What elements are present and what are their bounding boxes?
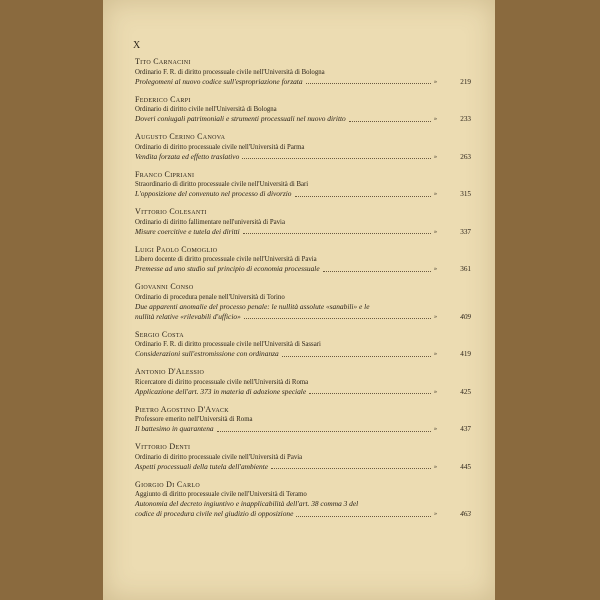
ditto-mark: »: [434, 78, 437, 85]
entry-title: Doveri coniugali patrimoniali e strumenti processuali nel nuovo diritto: [135, 114, 346, 123]
entry-position: Ricercatore di diritto processuale civile nell'Università di Roma: [135, 378, 309, 386]
entry-page-number: 219: [460, 77, 471, 86]
toc-entry: [135, 57, 471, 87]
entry-page-number: 263: [460, 152, 471, 161]
entry-page-number: 233: [460, 115, 471, 123]
entry-title: Aspetti processuali della tutela dell'ambiente: [135, 461, 269, 471]
entry-title: Misure coercitive e tutela dei diritti: [135, 226, 240, 236]
entry-author: Antonio D'Alessio: [135, 367, 205, 376]
dot-leader: [309, 393, 431, 394]
entry-position: Ordinario F. R. di diritto processuale civile nell'Università di Bologna: [135, 68, 325, 76]
dot-leader: [243, 233, 431, 234]
entry-author: Luigi Paolo Comoglio: [135, 244, 218, 254]
entry-title: Il battesimo in quarantena: [135, 424, 214, 433]
entry-title-row: [135, 509, 471, 519]
ditto-mark: »: [434, 153, 437, 160]
entry-title-row: [135, 349, 471, 359]
toc-entry: [135, 245, 471, 275]
entry-author: Vittorio Colesanti: [135, 207, 207, 216]
entry-position: Aggiunto di diritto processuale civile nell'Università di Teramo: [135, 491, 307, 498]
toc-entry: [135, 282, 471, 322]
dot-leader: [244, 318, 431, 319]
entry-position: Ordinario di diritto fallimentare nell'università di Pavia: [135, 218, 285, 226]
ditto-mark: »: [434, 463, 437, 470]
entry-page-number: 419: [460, 350, 471, 358]
toc-entry: [135, 480, 471, 520]
book-page: [103, 0, 495, 600]
dot-leader: [295, 196, 432, 197]
toc-entry: [135, 442, 471, 472]
entry-title-row: [135, 264, 471, 274]
entry-title-line-1: Autonomia del decreto ingiuntivo e inapplicabilità dell'art. 38 comma 3 del: [135, 499, 359, 508]
toc-entry: [135, 330, 471, 360]
entry-author: Augusto Cerino Canova: [135, 132, 226, 141]
entry-title: Considerazioni sull'estromissione con ordinanza: [135, 349, 279, 358]
entry-position: Ordinario F. R. di diritto processuale civile nell'Università di Sassari: [135, 341, 321, 348]
entry-position: Libero docente di diritto processuale civile nell'Università di Pavia: [135, 256, 317, 263]
entry-position: Ordinario di procedura penale nell'Università di Torino: [135, 293, 285, 301]
entry-author: Sergio Costa: [135, 329, 184, 339]
ditto-mark: »: [434, 388, 437, 395]
entry-position: Ordinario di diritto processuale civile nell'Università di Pavia: [135, 453, 303, 461]
entry-page-number: 437: [460, 425, 471, 433]
dot-leader: [349, 121, 431, 122]
entry-author: Federico Carpi: [135, 94, 191, 104]
entry-page-number: 425: [460, 387, 471, 396]
entry-author: Giovanni Conso: [135, 282, 194, 291]
entry-title-row: [135, 189, 471, 199]
entry-author: Pietro Agostino D'Avack: [135, 404, 229, 414]
entry-position: Straordinario di diritto processuale civile nell'Università di Bari: [135, 181, 309, 188]
dot-leader: [271, 468, 431, 469]
dot-leader: [282, 356, 431, 357]
entry-title: Prolegomeni al nuovo codice sull'espropriazione forzata: [135, 76, 303, 86]
toc-entry: [135, 170, 471, 200]
dot-leader: [217, 431, 431, 432]
ditto-mark: »: [434, 191, 437, 197]
entry-position: Ordinario di diritto civile nell'Università di Bologna: [135, 106, 277, 113]
entry-title: L'opposizione del convenuto nel processo di divorzio: [135, 189, 292, 198]
entry-page-number: 337: [460, 227, 471, 236]
entry-title-block: [135, 499, 471, 519]
entry-page-number: 315: [460, 190, 471, 198]
toc-entry: [135, 132, 471, 162]
entry-title-line-2: codice di procedura civile nel giudizio di opposizione: [135, 509, 294, 518]
ditto-mark: »: [434, 313, 437, 320]
entry-title-line-1: Due apparenti anomalie del processo penale: le nullità assolute «sanabili» e le: [135, 301, 370, 311]
entry-title-block: [135, 302, 471, 322]
dot-leader: [306, 83, 431, 84]
toc-entry: [135, 405, 471, 435]
entry-page-number: 445: [460, 462, 471, 471]
entry-title-row: [135, 152, 471, 162]
entry-title: Premesse ad uno studio sul principio di economia processuale: [135, 264, 320, 273]
entry-title-row: [135, 424, 471, 434]
entry-title-row: [135, 77, 471, 87]
entry-title-line-2: nullità relative «rilevabili d'ufficio»: [135, 311, 241, 321]
ditto-mark: »: [434, 228, 437, 235]
dot-leader: [296, 516, 431, 517]
ditto-mark: »: [434, 266, 437, 272]
toc-entry: [135, 367, 471, 397]
toc-entry: [135, 207, 471, 237]
entry-author: Franco Cipriani: [135, 169, 195, 179]
entry-title-row: [135, 312, 471, 322]
entry-title-row: [135, 462, 471, 472]
entry-author: Giorgio Di Carlo: [135, 479, 201, 489]
table-of-contents: [135, 57, 471, 527]
entry-page-number: 361: [460, 265, 471, 273]
entry-position: Professore emerito nell'Università di Roma: [135, 416, 253, 423]
entry-page-number: 463: [460, 510, 471, 518]
entry-title-row: [135, 387, 471, 397]
ditto-mark: »: [434, 116, 437, 122]
entry-page-number: 409: [460, 312, 471, 321]
dot-leader: [323, 271, 431, 272]
entry-title: Vendita forzata ed effetto traslativo: [135, 151, 240, 161]
entry-author: Tito Carnacini: [135, 57, 191, 66]
entry-title-row: [135, 227, 471, 237]
ditto-mark: »: [434, 426, 437, 432]
entry-title: Applicazione dell'art. 373 in materia di adozione speciale: [135, 386, 307, 396]
entry-author: Vittorio Denti: [135, 442, 191, 451]
page-section-label: X: [133, 40, 141, 51]
ditto-mark: »: [434, 511, 437, 517]
ditto-mark: »: [434, 351, 437, 357]
entry-title-row: [135, 114, 471, 124]
toc-entry: [135, 95, 471, 125]
entry-position: Ordinario di diritto processuale civile nell'Università di Parma: [135, 143, 305, 151]
dot-leader: [242, 158, 431, 159]
